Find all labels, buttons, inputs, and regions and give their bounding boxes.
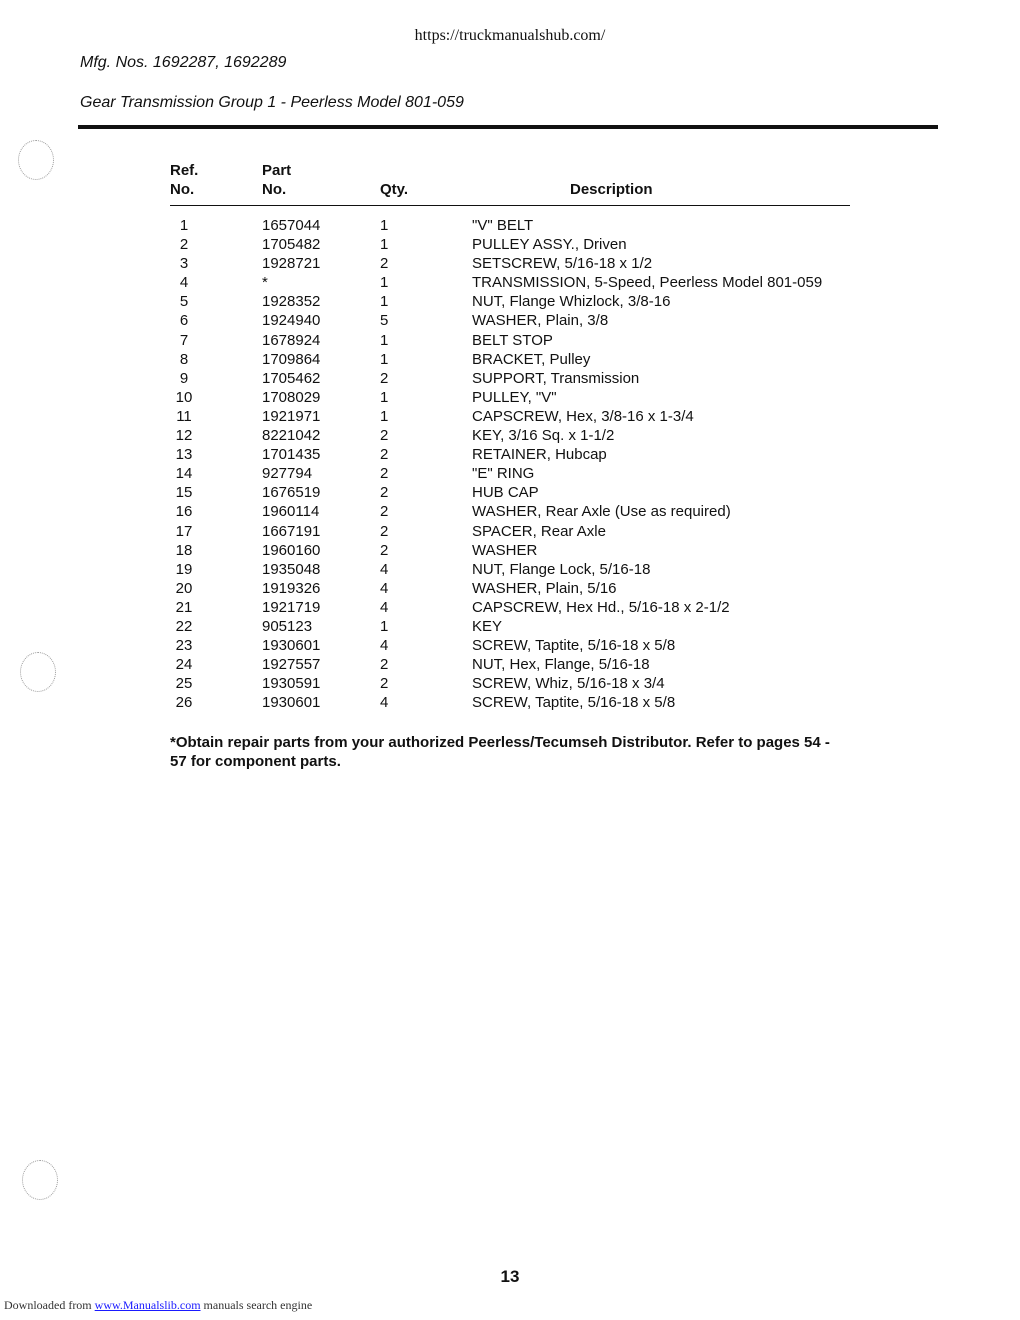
table-row <box>170 216 850 235</box>
description: NUT, Flange Whizlock, 3/8-16 <box>472 293 671 311</box>
part-number: 1927557 <box>262 656 321 674</box>
table-row <box>170 541 850 560</box>
description: WASHER, Rear Axle (Use as required) <box>472 503 731 521</box>
ref-number: 1 <box>179 217 189 234</box>
ref-no-header <box>170 161 198 199</box>
part-number: 1676519 <box>262 484 321 502</box>
ref-header-line2: No. <box>170 181 195 198</box>
quantity: 4 <box>380 579 389 597</box>
quantity: 2 <box>380 446 389 464</box>
ref-number: 7 <box>179 331 189 349</box>
ref-number: 24 <box>175 656 193 674</box>
table-row <box>170 617 850 636</box>
ref-number: 3 <box>179 255 189 273</box>
part-no-header <box>262 161 291 199</box>
quantity: 1 <box>380 388 389 406</box>
ref-number: 13 <box>175 446 193 464</box>
quantity: 2 <box>380 484 389 502</box>
table-row <box>170 464 850 483</box>
punch-hole-top <box>18 140 54 180</box>
description: "E" RING <box>472 465 535 483</box>
ref-number: 26 <box>175 694 193 712</box>
part-number: 1928352 <box>262 293 321 311</box>
quantity: 2 <box>380 522 389 540</box>
ref-number: 4 <box>179 274 189 292</box>
ref-number: 2 <box>179 236 189 254</box>
ref-number: 6 <box>179 312 189 330</box>
table-row <box>170 483 850 502</box>
part-number: 1921719 <box>262 598 321 616</box>
part-number: 1701435 <box>262 446 321 464</box>
punch-hole-middle <box>20 652 56 692</box>
description: RETAINER, Hubcap <box>472 446 607 464</box>
footer-prefix: Downloaded from <box>4 1298 95 1312</box>
description: CAPSCREW, Hex, 3/8-16 x 1-3/4 <box>472 407 694 425</box>
table-row <box>170 674 850 693</box>
quantity: 1 <box>380 617 389 635</box>
ref-number: 5 <box>179 293 189 311</box>
parts-table-header <box>170 161 850 205</box>
ref-number: 22 <box>175 617 193 635</box>
ref-number: 18 <box>175 541 193 559</box>
part-number: 905123 <box>262 617 313 635</box>
quantity: 4 <box>380 598 389 616</box>
quantity: 2 <box>380 427 389 445</box>
quantity: 1 <box>380 293 389 311</box>
part-number: 1705462 <box>262 369 321 387</box>
ref-number: 12 <box>175 427 193 445</box>
quantity: 1 <box>380 274 389 292</box>
description: KEY <box>472 617 503 635</box>
description: NUT, Flange Lock, 5/16-18 <box>472 560 651 578</box>
ref-number: 19 <box>175 560 193 578</box>
quantity: 2 <box>380 465 389 483</box>
quantity: 2 <box>380 675 389 693</box>
ref-header-line1: Ref. <box>170 162 199 179</box>
table-row <box>170 311 850 330</box>
description: WASHER, Plain, 5/16 <box>472 579 617 597</box>
part-number: 1657044 <box>262 217 321 234</box>
footer-suffix: manuals search engine <box>200 1298 313 1312</box>
description: SCREW, Taptite, 5/16-18 x 5/8 <box>472 637 676 655</box>
part-number: 1960160 <box>262 541 321 559</box>
ref-number: 17 <box>175 522 193 540</box>
table-row <box>170 273 850 292</box>
quantity: 1 <box>380 331 389 349</box>
description: "V" BELT <box>472 217 534 234</box>
header-rule <box>170 205 850 206</box>
table-row <box>170 579 850 598</box>
part-number: 1705482 <box>262 236 321 254</box>
ref-number: 9 <box>179 369 189 387</box>
table-row <box>170 598 850 617</box>
part-header-line2: No. <box>262 181 287 198</box>
quantity: 1 <box>380 407 389 425</box>
part-number: 1960114 <box>262 503 320 521</box>
description: SCREW, Whiz, 5/16-18 x 3/4 <box>472 675 665 693</box>
quantity: 1 <box>380 350 389 368</box>
part-number: 1930601 <box>262 694 321 712</box>
part-number: 927794 <box>262 465 313 483</box>
description: SPACER, Rear Axle <box>472 522 606 540</box>
table-row <box>170 407 850 426</box>
ref-number: 8 <box>179 350 189 368</box>
footnote: *Obtain repair parts from your authorized Peerless/Tecumseh Distributor. Refer to pages 54 - 57 for component parts. <box>170 734 830 770</box>
table-row <box>170 693 850 712</box>
top-url: https://truckmanualshub.com/ <box>414 27 606 44</box>
part-number: 1930601 <box>262 637 321 655</box>
table-row <box>170 388 850 407</box>
table-row <box>170 254 850 273</box>
part-number: 1678924 <box>262 331 321 349</box>
table-row <box>170 502 850 521</box>
quantity: 4 <box>380 560 389 578</box>
description: WASHER, Plain, 3/8 <box>472 312 609 330</box>
quantity: 4 <box>380 694 389 712</box>
table-row <box>170 445 850 464</box>
table-row <box>170 369 850 388</box>
description: KEY, 3/16 Sq. x 1-1/2 <box>472 427 615 445</box>
part-number: 1930591 <box>262 675 321 693</box>
ref-number: 10 <box>175 388 193 406</box>
page-number: 13 <box>500 1267 520 1286</box>
part-number: 8221042 <box>262 427 321 445</box>
description: TRANSMISSION, 5-Speed, Peerless Model 801-059 <box>472 274 823 292</box>
table-row <box>170 655 850 674</box>
part-number: 1928721 <box>262 255 321 273</box>
ref-number: 11 <box>176 407 192 425</box>
parts-table-body <box>170 216 850 712</box>
ref-number: 21 <box>175 598 193 616</box>
quantity: 2 <box>380 255 389 273</box>
quantity: 5 <box>380 312 389 330</box>
title-rule <box>78 125 938 129</box>
ref-number: 23 <box>175 637 193 655</box>
qty-header: Qty. <box>380 181 409 198</box>
ref-number: 16 <box>175 503 193 521</box>
mfg-numbers: Mfg. Nos. 1692287, 1692289 <box>80 54 287 71</box>
manualslib-link[interactable]: www.Manualslib.com <box>94 1298 201 1312</box>
part-number: 1935048 <box>262 560 321 578</box>
description: PULLEY, "V" <box>472 388 557 406</box>
quantity: 4 <box>380 637 389 655</box>
part-number: 1921971 <box>262 407 321 425</box>
part-header-line1: Part <box>262 162 292 179</box>
part-number: * <box>262 274 268 292</box>
group-title: Gear Transmission Group 1 - Peerless Model 801-059 <box>80 94 464 111</box>
quantity: 2 <box>380 503 389 521</box>
description: BRACKET, Pulley <box>472 350 591 368</box>
table-row <box>170 560 850 579</box>
description: PULLEY ASSY., Driven <box>472 236 627 254</box>
table-row <box>170 292 850 311</box>
part-number: 1708029 <box>262 388 321 406</box>
table-row <box>170 426 850 445</box>
description: SETSCREW, 5/16-18 x 1/2 <box>472 255 653 273</box>
table-row <box>170 522 850 541</box>
part-number: 1667191 <box>262 522 321 540</box>
table-row <box>170 331 850 350</box>
description-header: Description <box>570 181 653 198</box>
ref-number: 20 <box>175 579 193 597</box>
ref-number: 25 <box>175 675 193 693</box>
part-number: 1919326 <box>262 579 321 597</box>
description: BELT STOP <box>472 331 553 349</box>
description: HUB CAP <box>472 484 539 502</box>
part-number: 1924940 <box>262 312 321 330</box>
ref-number: 14 <box>175 465 193 483</box>
description: NUT, Hex, Flange, 5/16-18 <box>472 656 650 674</box>
quantity: 1 <box>380 236 389 254</box>
description: WASHER <box>472 541 538 559</box>
table-row <box>170 235 850 254</box>
ref-number: 15 <box>175 484 193 502</box>
description: SUPPORT, Transmission <box>472 369 640 387</box>
table-row <box>170 350 850 369</box>
quantity: 2 <box>380 541 389 559</box>
part-number: 1709864 <box>262 350 321 368</box>
quantity: 1 <box>380 217 389 234</box>
punch-hole-bottom <box>22 1160 58 1200</box>
description: CAPSCREW, Hex Hd., 5/16-18 x 2-1/2 <box>472 598 730 616</box>
quantity: 2 <box>380 369 389 387</box>
description: SCREW, Taptite, 5/16-18 x 5/8 <box>472 694 676 712</box>
table-row <box>170 636 850 655</box>
download-footer <box>4 1298 312 1313</box>
quantity: 2 <box>380 656 389 674</box>
